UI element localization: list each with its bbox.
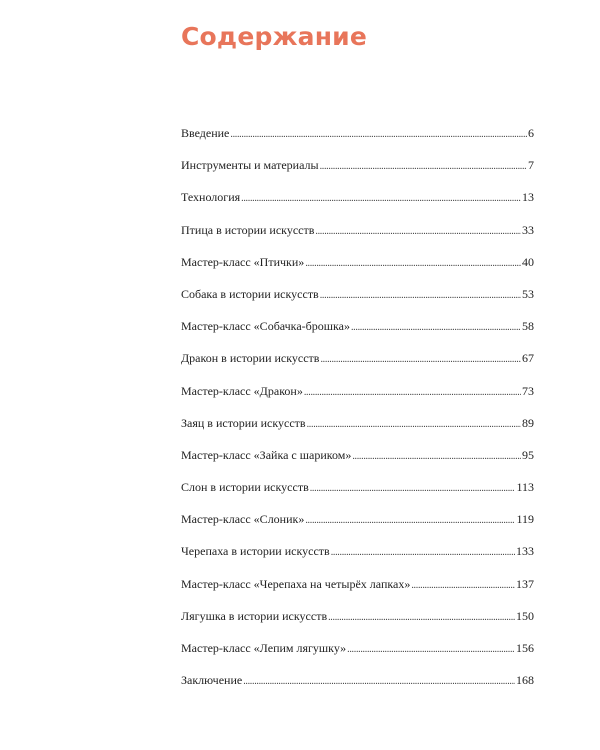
toc-entry[interactable] (181, 673, 534, 705)
toc-entry-title: Инструменты и материалы (181, 158, 319, 173)
toc-entry-title: Лягушка в истории искусств (181, 608, 328, 623)
toc-entry[interactable] (181, 416, 534, 448)
toc-entry-title: Мастер-класс «Черепаха на четырёх лапках» (181, 576, 411, 591)
page-title: Содержание (181, 22, 368, 51)
toc-entry-title: Мастер-класс «Дракон» (181, 383, 303, 398)
dot-leader (307, 419, 521, 430)
toc-page-number: 58 (522, 319, 534, 334)
dot-leader (320, 161, 527, 172)
toc-page-number: 67 (522, 351, 534, 366)
toc-entry-title: Слон в истории искусств (181, 480, 309, 495)
toc-entry-title: Мастер-класс «Собачка-брошка» (181, 319, 350, 334)
toc-entry[interactable] (181, 126, 534, 158)
toc-entry[interactable] (181, 190, 534, 222)
toc-entry-title: Мастер-класс «Птички» (181, 254, 305, 269)
dot-leader (328, 612, 515, 623)
toc-entry-title: Дракон в истории искусств (181, 351, 320, 366)
toc-page-number: 53 (522, 286, 534, 301)
toc-entry[interactable] (181, 544, 534, 576)
toc-entry[interactable] (181, 609, 534, 641)
toc-page-number: 168 (516, 673, 534, 688)
toc-page-number: 89 (522, 415, 534, 430)
toc-entry[interactable] (181, 641, 534, 673)
dot-leader (305, 515, 515, 526)
toc-entry-title: Введение (181, 126, 230, 140)
dot-leader (315, 226, 521, 237)
toc-entry[interactable] (181, 255, 534, 287)
toc-entry-title: Мастер-класс «Лепим лягушку» (181, 641, 347, 655)
toc-entry-title: Технология (181, 190, 241, 205)
toc-entry[interactable] (181, 351, 534, 383)
table-of-contents (181, 126, 534, 705)
toc-entry[interactable] (181, 448, 534, 480)
toc-page-number: 150 (516, 608, 534, 623)
dot-leader (351, 322, 521, 333)
toc-entry[interactable] (181, 577, 534, 609)
toc-page-number: 33 (522, 222, 534, 237)
toc-entry[interactable] (181, 287, 534, 319)
toc-entry[interactable] (181, 223, 534, 255)
dot-leader (331, 547, 515, 558)
toc-entry-title: Черепаха в истории искусств (181, 544, 330, 559)
toc-page-number: 137 (516, 576, 534, 591)
toc-page-number: 95 (522, 447, 534, 462)
toc-entry-title: Птица в истории искусств (181, 222, 315, 237)
toc-page-number: 6 (528, 126, 534, 140)
toc-page-number: 119 (516, 512, 534, 527)
dot-leader (243, 676, 515, 687)
toc-page-number: 113 (516, 480, 534, 495)
toc-page-number: 13 (522, 190, 534, 205)
toc-page-number: 73 (522, 383, 534, 398)
dot-leader (305, 258, 521, 269)
toc-entry-title: Заяц в истории искусств (181, 415, 306, 430)
toc-page-number: 40 (522, 254, 534, 269)
toc-page-number: 7 (528, 158, 534, 173)
toc-entry[interactable] (181, 384, 534, 416)
toc-page-number: 156 (516, 641, 534, 655)
dot-leader (320, 290, 521, 301)
dot-leader (241, 193, 521, 204)
toc-entry[interactable] (181, 512, 534, 544)
dot-leader (411, 580, 515, 591)
toc-entry-title: Собака в истории искусств (181, 286, 319, 301)
dot-leader (304, 387, 521, 398)
toc-entry[interactable] (181, 480, 534, 512)
toc-entry-title: Заключение (181, 673, 243, 688)
dot-leader (230, 129, 527, 140)
toc-entry[interactable] (181, 158, 534, 190)
dot-leader (320, 354, 521, 365)
toc-entry-title: Мастер-класс «Слоник» (181, 512, 305, 527)
toc-entry-title: Мастер-класс «Зайка с шариком» (181, 447, 352, 462)
toc-entry[interactable] (181, 319, 534, 351)
dot-leader (310, 483, 516, 494)
dot-leader (347, 644, 515, 655)
dot-leader (352, 451, 521, 462)
toc-page-number: 133 (516, 544, 534, 559)
